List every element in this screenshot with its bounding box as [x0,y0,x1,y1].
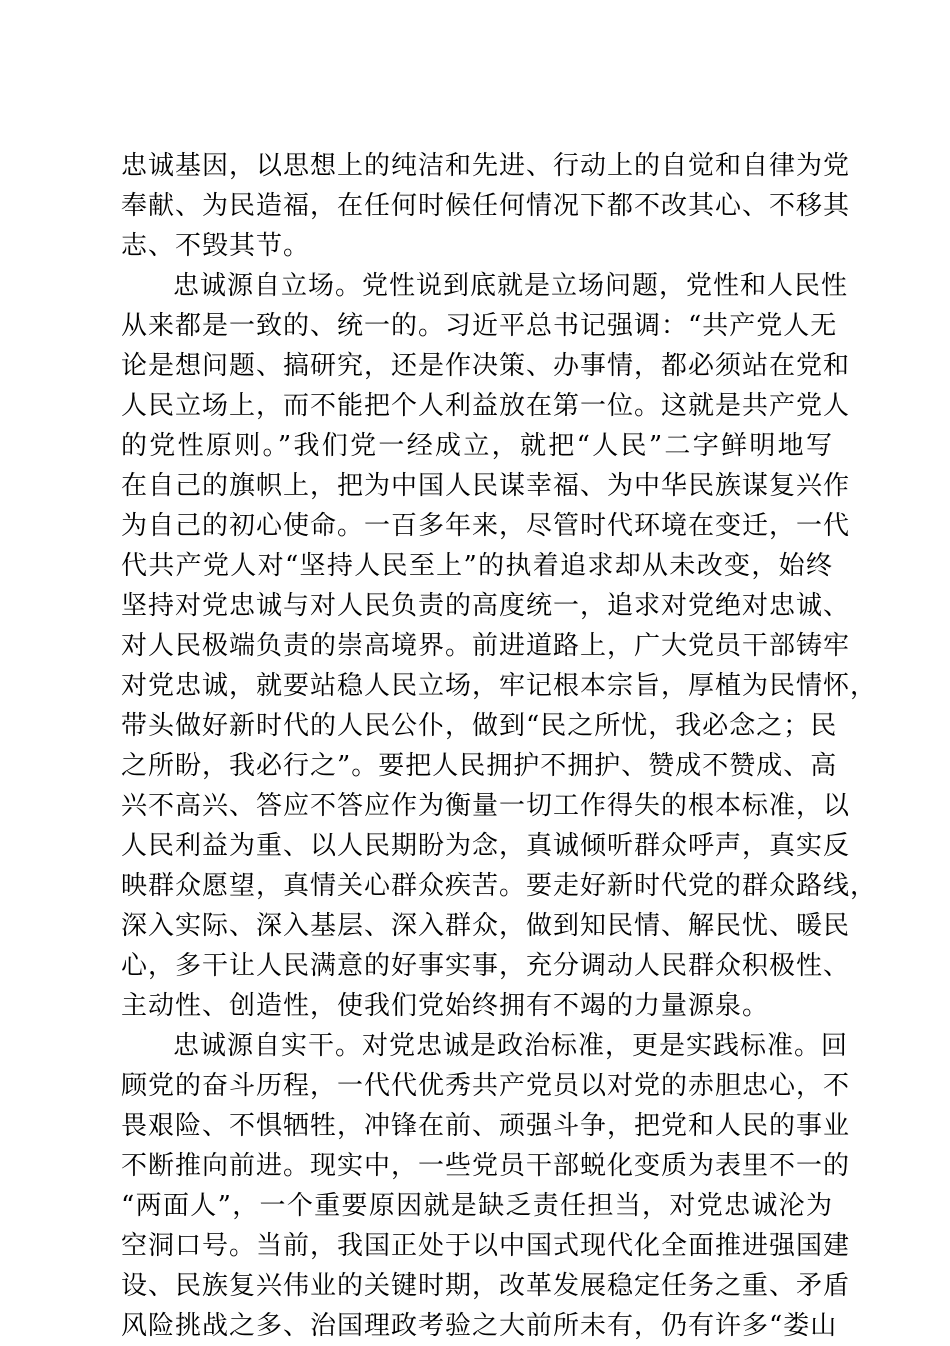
text-line: 的党性原则。”我们党一经成立，就把“人民”二字鲜明地写 [121,431,833,461]
text-line: 在自己的旗帜上，把为中国人民谋幸福、为中华民族谋复兴作 [121,471,851,501]
text-line: 对人民极端负责的崇高境界。前进道路上，广大党员干部铸牢 [121,631,851,661]
text-line: 兴不高兴、答应不答应作为衡量一切工作得失的根本标准，以 [121,791,851,821]
text-line: 忠诚源自立场。党性说到底就是立场问题，党性和人民性 [173,271,849,301]
text-line: 畏艰险、不惧牺牲，冲锋在前、顽强斗争，把党和人民的事业 [121,1111,851,1141]
text-line: 对党忠诚，就要站稳人民立场，牢记根本宗旨，厚植为民情怀， [121,671,878,701]
text-line: 风险挑战之多、治国理政考验之大前所未有，仍有许多“娄山 [121,1311,838,1341]
text-line: 人民利益为重、以人民期盼为念，真诚倾听群众呼声，真实反 [121,831,851,861]
paragraph-2 [121,266,878,1026]
text-line: 代共产党人对“坚持人民至上”的执着追求却从未改变，始终 [121,551,833,581]
document-body [121,146,878,1346]
text-line: 忠诚基因，以思想上的纯洁和先进、行动上的自觉和自律为党 [121,151,851,181]
text-line: 志、不毁其节。 [121,231,311,261]
text-line: 映群众愿望，真情关心群众疾苦。要走好新时代党的群众路线， [121,871,878,901]
text-line: 从来都是一致的、统一的。习近平总书记强调：“共产党人无 [121,311,838,341]
text-line: 深入实际、深入基层、深入群众，做到知民情、解民忧、暖民 [121,911,851,941]
paragraph-1 [121,146,851,266]
text-line: 心，多干让人民满意的好事实事，充分调动人民群众积极性、 [121,951,851,981]
text-line: “两面人”，一个重要原因就是缺乏责任担当，对党忠诚沦为 [121,1191,833,1221]
text-line: 之所盼，我必行之”。要把人民拥护不拥护、赞成不赞成、高 [121,751,838,781]
text-line: 忠诚源自实干。对党忠诚是政治标准，更是实践标准。回 [173,1031,849,1061]
text-line: 人民立场上，而不能把个人利益放在第一位。这就是共产党人 [121,391,851,421]
text-line: 主动性、创造性，使我们党始终拥有不竭的力量源泉。 [121,991,770,1021]
text-line: 顾党的奋斗历程，一代代优秀共产党员以对党的赤胆忠心，不 [121,1071,851,1101]
text-line: 奉献、为民造福，在任何时候任何情况下都不改其心、不移其 [121,191,851,221]
text-line: 设、民族复兴伟业的关键时期，改革发展稳定任务之重、矛盾 [121,1271,851,1301]
text-line: 为自己的初心使命。一百多年来，尽管时代环境在变迁，一代 [121,511,851,541]
text-line: 带头做好新时代的人民公仆，做到“民之所忧，我必念之；民 [121,711,838,741]
text-line: 不断推向前进。现实中，一些党员干部蜕化变质为表里不一的 [121,1151,851,1181]
text-line: 论是想问题、搞研究，还是作决策、办事情，都必须站在党和 [121,351,851,381]
paragraph-3 [121,1026,851,1346]
text-line: 坚持对党忠诚与对人民负责的高度统一，追求对党绝对忠诚、 [121,591,851,621]
text-line: 空洞口号。当前，我国正处于以中国式现代化全面推进强国建 [121,1231,851,1261]
